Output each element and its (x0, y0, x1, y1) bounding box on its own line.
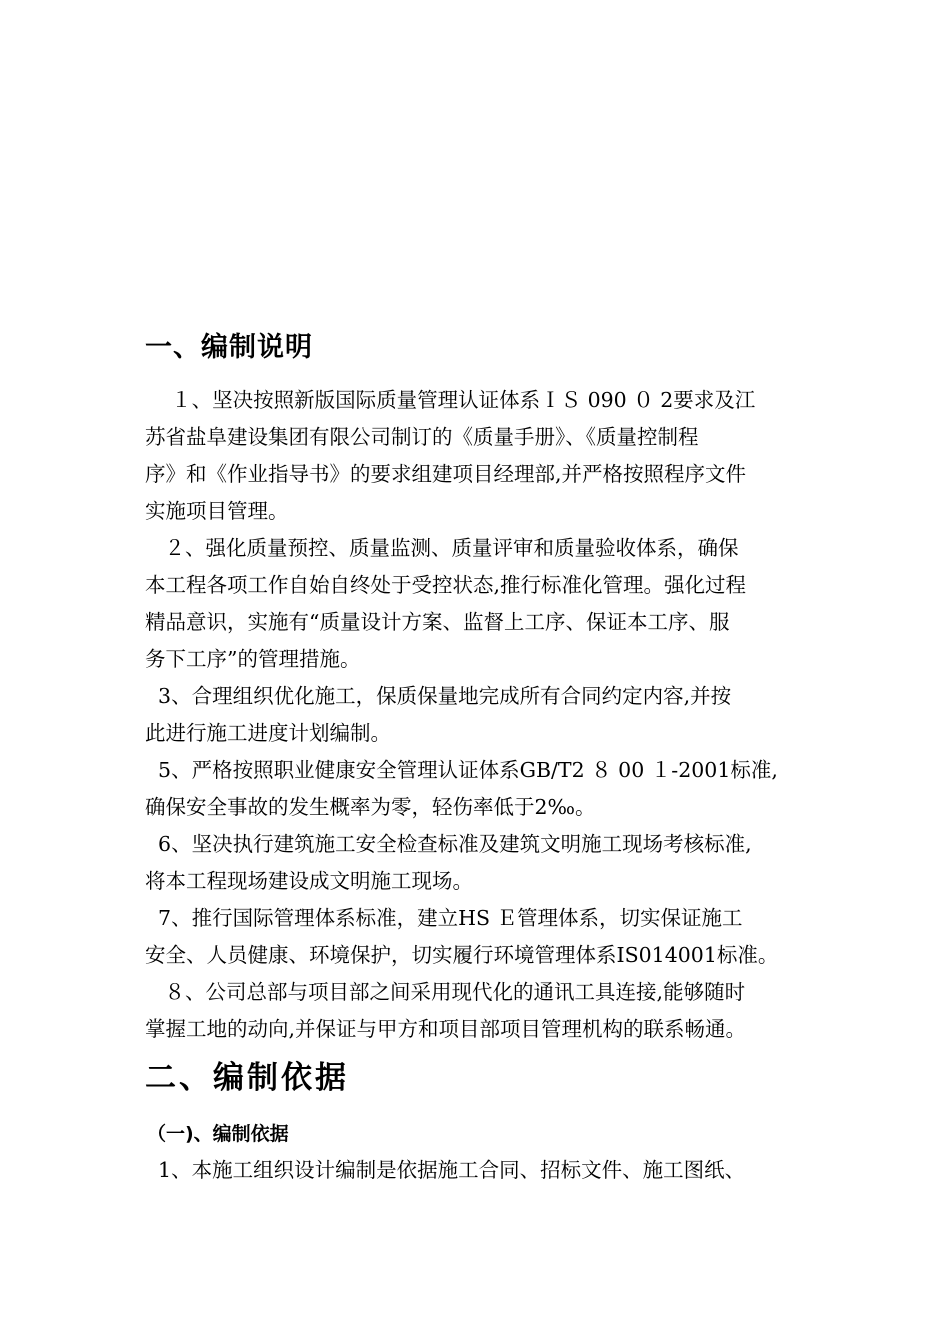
text-line: 实施项目管理。 (145, 499, 289, 523)
paragraph-5 (145, 752, 825, 826)
text-line: 7、推行国际管理体系标准，建立HS Ｅ管理体系，切实保证施工 (145, 906, 743, 930)
paragraph-6 (145, 826, 825, 900)
section-heading-1: 一、编制说明 (145, 332, 313, 363)
text-line: 序》和《作业指导书》的要求组建项目经理部,并严格按照程序文件 (145, 462, 747, 486)
paragraph-8 (145, 974, 825, 1048)
text-line: 此进行施工进度计划编制。 (145, 721, 391, 745)
text-line: ８、公司总部与项目部之间采用现代化的通讯工具连接,能够随时 (145, 980, 746, 1004)
text-line: 确保安全事故的发生概率为零，轻伤率低于2‰。 (145, 795, 596, 819)
section-heading-2: 二、编制依据 (145, 1060, 349, 1096)
text-line: ２、强化质量预控、质量监测、质量评审和质量验收体系，确保 (145, 536, 739, 560)
text-line: １、坚决按照新版国际质量管理认证体系ＩＳ 090 ０ 2要求及江 (145, 388, 756, 412)
text-line: 1、本施工组织设计编制是依据施工合同、招标文件、施工图纸、 (145, 1158, 746, 1182)
paragraph-7 (145, 900, 825, 974)
text-line: 掌握工地的动向,并保证与甲方和项目部项目管理机构的联系畅通。 (145, 1017, 747, 1041)
text-line: 本工程各项工作自始自终处于受控状态,推行标准化管理。强化过程 (145, 573, 747, 597)
section2-body (145, 1152, 825, 1189)
paragraph-1 (145, 382, 825, 530)
text-line: 6、坚决执行建筑施工安全检查标准及建筑文明施工现场考核标准, (145, 832, 752, 856)
text-line: 将本工程现场建设成文明施工现场。 (145, 869, 473, 893)
text-line: 3、合理组织优化施工，保质保量地完成所有合同约定内容,并按 (145, 684, 732, 708)
text-line: 安全、人员健康、环境保护，切实履行环境管理体系IS014001标准。 (145, 943, 779, 967)
subsection-heading: （一)、编制依据 (147, 1123, 289, 1145)
text-line: 5、严格按照职业健康安全管理认证体系GB/T2 ８ 00 １-2001标准, (145, 758, 778, 782)
paragraph-3 (145, 678, 825, 752)
text-line: 务下工序”的管理措施。 (145, 647, 361, 671)
paragraph-basis-1 (145, 1152, 825, 1189)
text-line: 精品意识，实施有“质量设计方案、监督上工序、保证本工序、服 (145, 610, 730, 634)
section1-body (145, 382, 825, 1048)
paragraph-2 (145, 530, 825, 678)
text-line: 苏省盐阜建设集团有限公司制订的《质量手册》、《质量控制程 (145, 425, 699, 449)
